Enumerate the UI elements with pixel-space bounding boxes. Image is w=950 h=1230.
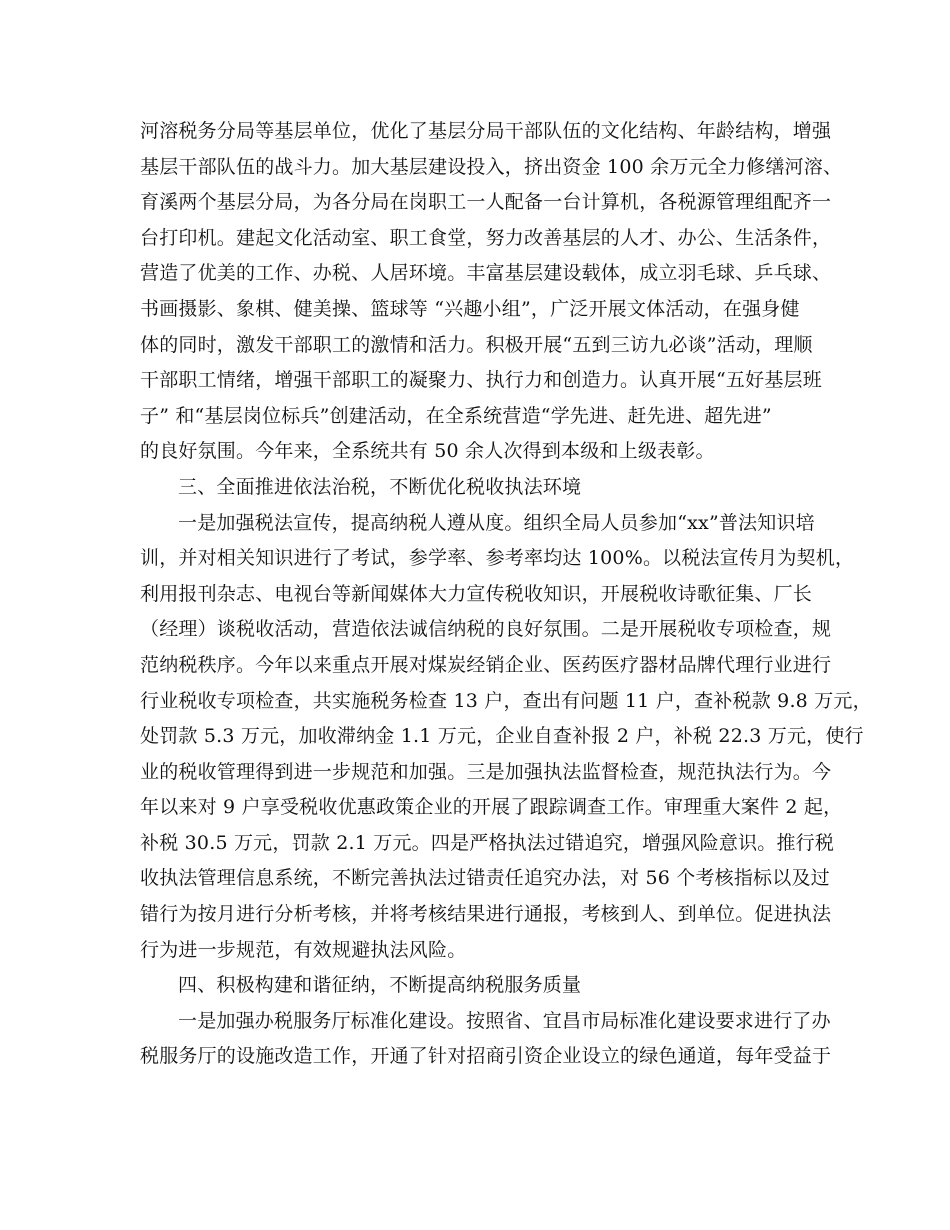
text-line: 一是加强办税服务厅标准化建设。按照省、宜昌市局标准化建设要求进行了办: [178, 1009, 831, 1032]
text-line: 书画摄影、象棋、健美操、篮球等 “兴趣小组”，广泛开展文体活动，在强身健: [140, 297, 800, 320]
paragraph: [140, 1004, 830, 1075]
text-line: 子” 和“基层岗位标兵”创建活动，在全系统营造“学先进、赶先进、超先进”: [140, 404, 772, 427]
text-line: 错行为按月进行分析考核，并将考核结果进行通报，考核到人、到单位。促进执法: [140, 903, 832, 926]
section-heading: [140, 968, 830, 1004]
text-line: 的良好氛围。今年来，全系统共有 50 余人次得到本级和上级表彰。: [140, 440, 715, 463]
document-body: [140, 114, 872, 1075]
text-line: 收执法管理信息系统，不断完善执法过错责任追究办法，对 56 个考核指标以及过: [140, 867, 830, 890]
section-heading: [140, 470, 830, 506]
text-line: 行业税收专项检查，共实施税务检查 13 户，查出有问题 11 户，查补税款 9.8 万元，: [140, 689, 872, 712]
text-line: 范纳税秩序。今年以来重点开展对煤炭经销企业、医药医疗器材品牌代理行业进行: [140, 653, 832, 676]
text-line: 体的同时，激发干部职工的激情和活力。积极开展“五到三访九必谈”活动，理顺: [140, 333, 813, 356]
text-line: 处罚款 5.3 万元，加收滞纳金 1.1 万元，企业自查补报 2 户，补税 22.3 万元，使行: [140, 725, 864, 748]
text-line: 河溶税务分局等基层单位，优化了基层分局干部队伍的文化结构、年龄结构，增强: [140, 120, 832, 142]
text-line: 业的税收管理得到进一步规范和加强。三是加强执法监督检查，规范执法行为。今: [140, 760, 832, 783]
text-line: 训，并对相关知识进行了考试，参学率、参考率均达 100%。以税法宣传月为契机，: [140, 547, 855, 570]
text-line: （经理）谈税收活动，营造依法诚信纳税的良好氛围。二是开展税收专项检查，规: [140, 618, 832, 641]
text-line: 年以来对 9 户享受税收优惠政策企业的开展了跟踪调查工作。审理重大案件 2 起，: [140, 796, 843, 819]
text-line: 税服务厅的设施改造工作，开通了针对招商引资企业设立的绿色通道，每年受益于: [140, 1045, 832, 1068]
paragraph-continued: [140, 114, 843, 470]
text-line: 干部职工情绪，增强干部职工的凝聚力、执行力和创造力。认真开展“五好基层班: [140, 369, 822, 392]
text-line: 台打印机。建起文化活动室、职工食堂，努力改善基层的人才、办公、生活条件，: [140, 226, 832, 249]
text-line: 营造了优美的工作、办税、人居环境。丰富基层建设载体，成立羽毛球、乒乓球、: [140, 262, 832, 285]
section-heading-text: 四、积极构建和谐征纳，不断提高纳税服务质量: [178, 974, 582, 997]
text-line: 行为进一步规范，有效规避执法风险。: [140, 938, 467, 961]
paragraph: [140, 506, 872, 969]
text-line: 补税 30.5 万元，罚款 2.1 万元。四是严格执法过错追究，增强风险意识。推行税: [140, 831, 835, 854]
section-heading-text: 三、全面推进依法治税，不断优化税收执法环境: [178, 475, 582, 498]
text-line: 基层干部队伍的战斗力。加大基层建设投入，挤出资金 100 余万元全力修缮河溶、: [140, 155, 843, 178]
text-line: 育溪两个基层分局，为各分局在岗职工一人配备一台计算机，各税源管理组配齐一: [140, 191, 832, 214]
text-line: 利用报刊杂志、电视台等新闻媒体大力宣传税收知识，开展税收诗歌征集、厂长: [140, 582, 813, 605]
text-line: 一是加强税法宣传，提高纳税人遵从度。组织全局人员参加“xx”普法知识培: [178, 511, 815, 534]
